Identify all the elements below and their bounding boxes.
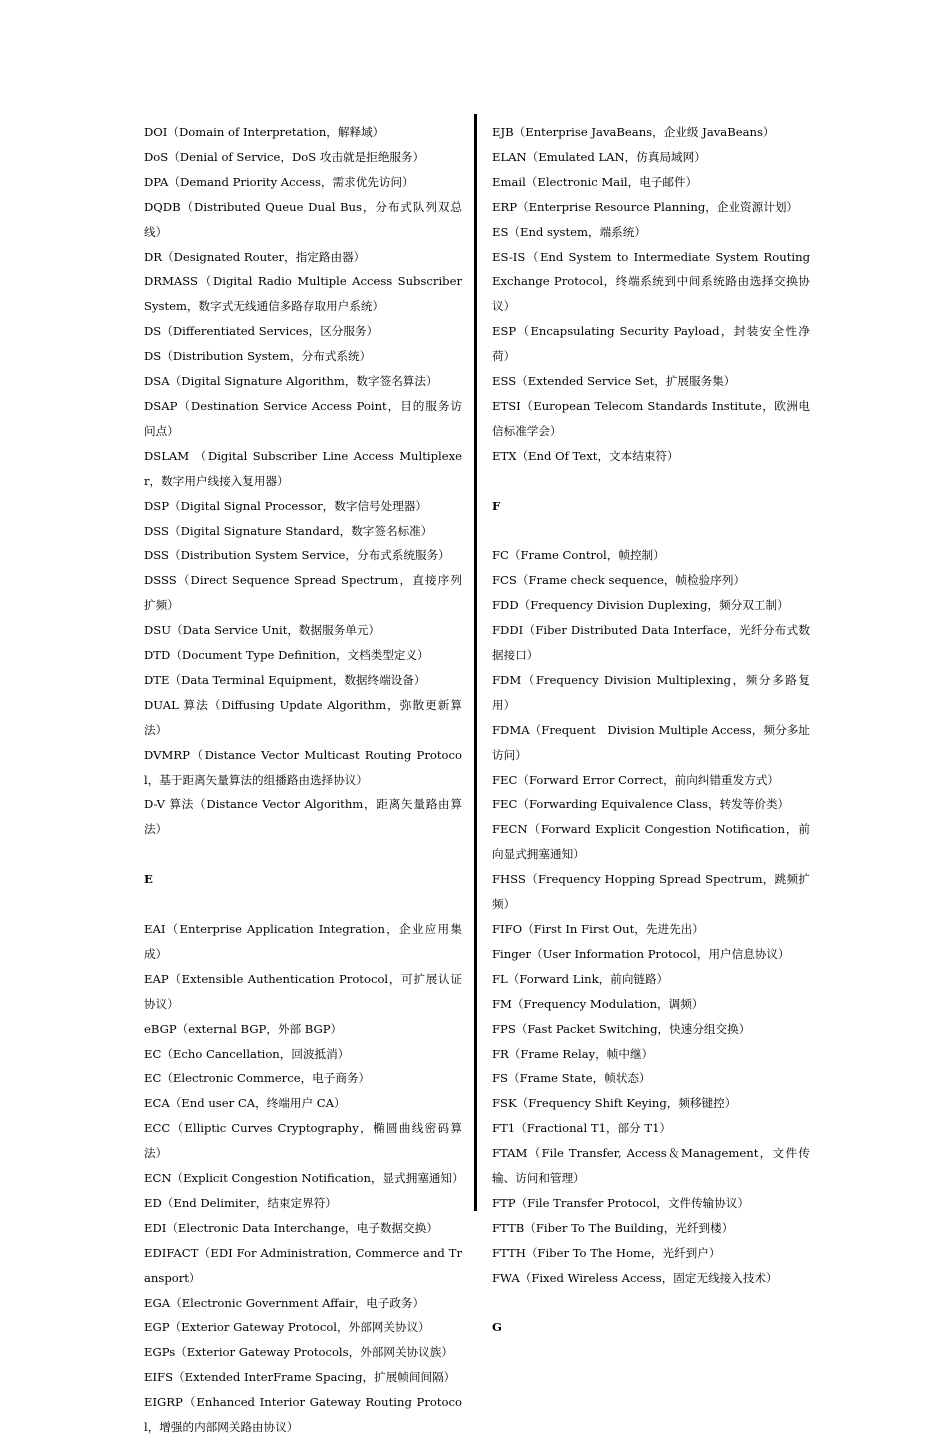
glossary-entry: ECC（Elliptic Curves Cryptography，椭圆曲线密码算法） [144,1121,462,1161]
glossary-entry: FDD（Frequency Division Duplexing，频分双工制） [492,598,789,613]
section-heading: G [492,1320,502,1335]
glossary-entry: FDDI（Fiber Distributed Data Interface，光纤分布式数据接口） [492,623,810,662]
glossary-entry: DSSS（Direct Sequence Spread Spectrum，直接序列扩频） [144,573,462,613]
glossary-entry: FR（Frame Relay，帧中继） [492,1046,654,1061]
spacer [492,1291,810,1316]
glossary-entry: DSS（Distribution System Service，分布式系统服务） [144,548,450,563]
glossary-entry: ECN（Explicit Congestion Notification，显式拥塞通知） [144,1171,464,1186]
glossary-entry: FECN（Forward Explicit Congestion Notification，前向显式拥塞通知） [492,822,810,862]
glossary-entry: FPS（Fast Packet Switching，快速分组交换） [492,1021,751,1036]
section-heading: E [144,872,153,887]
glossary-entry: EGA（Electronic Government Affair，电子政务） [144,1295,425,1310]
glossary-entry: ES（End system，端系统） [492,224,646,239]
glossary-entry: FTP（File Transfer Protocol，文件传输协议） [492,1195,750,1210]
glossary-entry: FIFO（First In First Out，先进先出） [492,921,704,936]
glossary-entry: FM（Frequency Modulation，调频） [492,996,704,1011]
glossary-entry: eBGP（external BGP，外部 BGP） [144,1021,343,1036]
glossary-entry: D-V 算法（Distance Vector Algorithm，距离矢量路由算法） [144,797,462,837]
glossary-entry: EDI（Electronic Data Interchange，电子数据交换） [144,1220,438,1235]
glossary-entry: ERP（Enterprise Resource Planning，企业资源计划） [492,199,799,214]
spacer [492,518,810,543]
glossary-entry: FDMA（Frequent Division Multiple Access，频分多址访问） [492,722,810,762]
section-heading: F [492,498,501,513]
glossary-entry: ETX（End Of Text，文本结束符） [492,448,679,463]
right-column [492,120,810,1340]
glossary-entry: DSA（Digital Signature Algorithm，数字签名算法） [144,374,438,389]
glossary-entry: FT1（Fractional T1，部分 T1） [492,1121,672,1136]
glossary-entry: FTAM（File Transfer, Access＆Management，文件传输、访问和管理） [492,1146,810,1186]
glossary-entry: DUAL 算法（Diffusing Update Algorithm，弥散更新算法） [144,697,462,737]
glossary-entry: FSK（Frequency Shift Keying，频移键控） [492,1096,737,1111]
glossary-entry: DoS（Denial of Service，DoS 攻击就是拒绝服务） [144,149,425,164]
glossary-entry: DSS（Digital Signature Standard，数字签名标准） [144,523,433,538]
glossary-entry: FHSS（Frequency Hopping Spread Spectrum，跳频扩频） [492,872,810,912]
glossary-entry: DPA（Demand Priority Access，需求优先访问） [144,174,414,189]
glossary-entry: DRMASS（Digital Radio Multiple Access Subscriber System，数字式无线通信多路存取用户系统） [144,274,462,314]
glossary-entry: DOI（Domain of Interpretation，解释域） [144,125,385,139]
glossary-entry: DSLAM （Digital Subscriber Line Access Multiplexer，数字用户线接入复用器） [144,448,462,488]
glossary-entry: FEC（Forward Error Correct，前向纠错重发方式） [492,772,780,787]
glossary-entry: EC（Echo Cancellation，回波抵消） [144,1046,350,1061]
glossary-entry: FS（Frame State，帧状态） [492,1071,651,1086]
glossary-entry: ETSI（European Telecom Standards Institute，欧洲电信标准学会） [492,398,810,438]
glossary-entry: Email（Electronic Mail，电子邮件） [492,174,698,189]
glossary-entry: FCS（Frame check sequence，帧检验序列） [492,573,746,588]
glossary-entry: FWA（Fixed Wireless Access，固定无线接入技术） [492,1270,778,1285]
glossary-entry: FL（Forward Link，前向链路） [492,971,669,986]
glossary-entry: ELAN（Emulated LAN，仿真局域网） [492,149,706,164]
glossary-entry: DSAP（Destination Service Access Point，目的服务访问点） [144,398,462,438]
glossary-entry: EAP（Extensible Authentication Protocol，可扩展认证协议） [144,971,462,1011]
glossary-entry: DS（Differentiated Services，区分服务） [144,324,379,339]
glossary-entry: EAI（Enterprise Application Integration，企业应用集成） [144,921,462,961]
glossary-entry: EC（Electronic Commerce，电子商务） [144,1071,371,1086]
glossary-entry: DSP（Digital Signal Processor，数字信号处理器） [144,498,428,513]
glossary-entry: Finger（User Information Protocol，用户信息协议） [492,946,790,961]
glossary-entry: EIFS（Extended InterFrame Spacing，扩展帧间间隔） [144,1370,456,1385]
glossary-entry: DTE（Data Terminal Equipment，数据终端设备） [144,672,426,687]
glossary-entry: DSU（Data Service Unit，数据服务单元） [144,623,381,638]
glossary-entry: ECA（End user CA，终端用户 CA） [144,1096,346,1111]
glossary-entry: DR（Designated Router，指定路由器） [144,249,366,264]
glossary-entry: DVMRP（Distance Vector Multicast Routing Protocol，基于距离矢量算法的组播路由选择协议） [144,747,462,787]
glossary-entry: FTTH（Fiber To The Home，光纤到户） [492,1245,721,1260]
glossary-entry: EJB（Enterprise JavaBeans，企业级 JavaBeans） [492,125,775,139]
glossary-entry: EDIFACT（EDI For Administration, Commerce and Transport） [144,1245,462,1285]
glossary-entry: FTTB（Fiber To The Building，光纤到楼） [492,1220,734,1235]
glossary-entry: ES-IS（End System to Intermediate System Routing Exchange Protocol，终端系统到中间系统路由选择交换协议） [492,249,810,314]
glossary-entry: DTD（Document Type Definition，文档类型定义） [144,648,429,663]
spacer [144,842,462,867]
glossary-entry: DQDB（Distributed Queue Dual Bus，分布式队列双总线） [144,199,462,239]
glossary-entry: EGPs（Exterior Gateway Protocols，外部网关协议族） [144,1345,453,1360]
glossary-entry: EGP（Exterior Gateway Protocol，外部网关协议） [144,1320,430,1335]
spacer [492,469,810,494]
glossary-entry: ED（End Delimiter，结束定界符） [144,1195,337,1210]
glossary-entry: FC（Frame Control，帧控制） [492,548,665,563]
spacer [144,892,462,917]
glossary-entry: ESS（Extended Service Set，扩展服务集） [492,374,736,389]
glossary-entry: FEC（Forwarding Equivalence Class，转发等价类） [492,797,790,812]
left-column [144,120,462,1440]
glossary-entry: DS（Distribution System，分布式系统） [144,349,372,364]
glossary-entry: ESP（Encapsulating Security Payload，封装安全性净荷） [492,324,810,364]
glossary-entry: EIGRP（Enhanced Interior Gateway Routing Protocol，增强的内部网关路由协议） [144,1395,462,1435]
column-divider [474,114,477,1211]
glossary-entry: FDM（Frequency Division Multiplexing，频分多路复用） [492,672,810,712]
